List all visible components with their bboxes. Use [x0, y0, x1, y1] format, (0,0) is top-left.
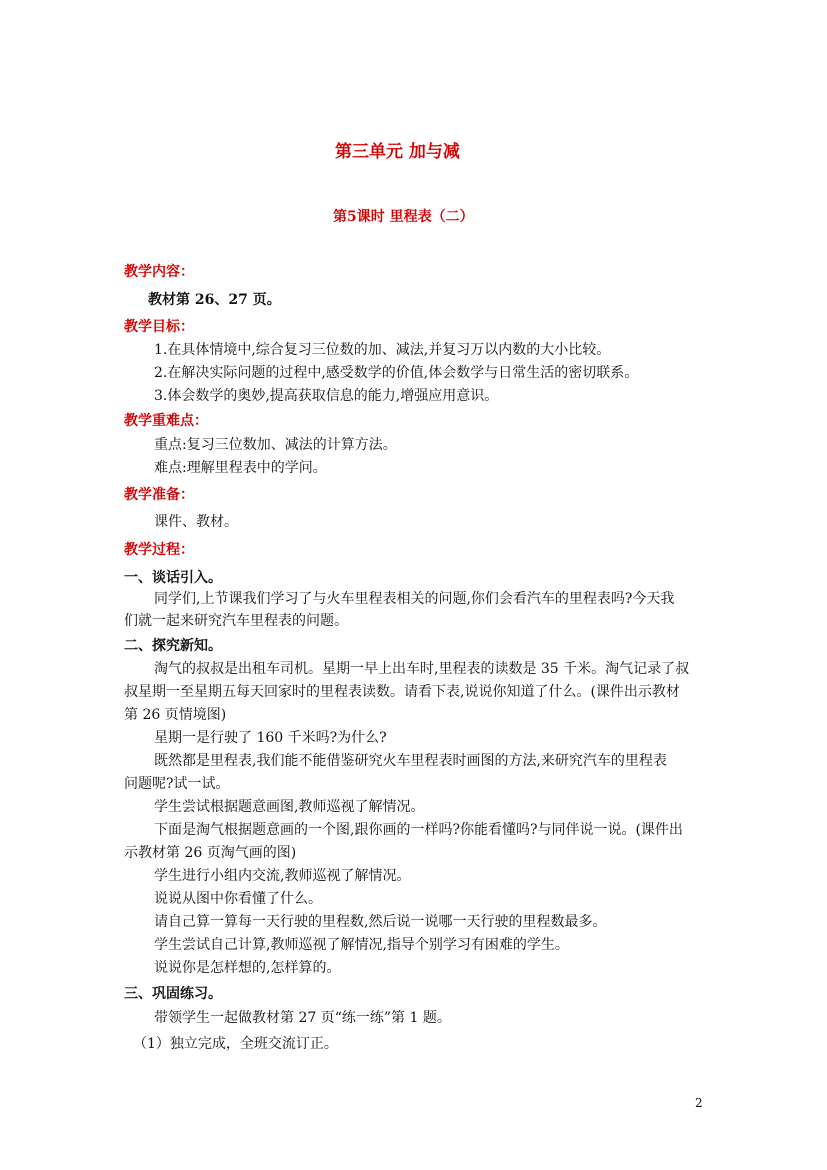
- part2-line: 学生尝试根据题意画图,教师巡视了解情况。: [154, 799, 425, 815]
- part2-line: 学生进行小组内交流,教师巡视了解情况。: [154, 868, 411, 884]
- goal-item: 3.体会数学的奥妙,提高获取信息的能力,增强应用意识。: [154, 388, 499, 404]
- part2-line: 说说你是怎样想的,怎样算的。: [154, 960, 341, 976]
- part1-heading: 一、谈话引入。: [124, 570, 222, 586]
- part2-heading: 二、探究新知。: [124, 638, 222, 654]
- part2-line: 请自己算一算每一天行驶的里程数,然后说一说哪一天行驶的里程数最多。: [154, 914, 607, 930]
- process-heading: 教学过程：: [124, 542, 194, 558]
- key-points-heading: 教学重难点：: [124, 413, 208, 429]
- part2-line: 淘气的叔叔是出租车司机。星期一早上出车时,里程表的读数是 35 千米。淘气记录了叔: [154, 661, 690, 677]
- page-number: 2: [695, 1096, 703, 1110]
- part2-line: 下面是淘气根据题意画的一个图,跟你画的一样吗?你能看懂吗?与同伴说一说。(课件出: [154, 822, 683, 838]
- part2-line: 问题呢?试一试。: [124, 776, 230, 792]
- goal-item: 1.在具体情境中,综合复习三位数的加、减法,并复习万以内数的大小比较。: [154, 342, 611, 358]
- part1-line: 同学们,上节课我们学习了与火车里程表相关的问题,你们会看汽车的里程表吗?今天我: [154, 591, 675, 607]
- part1-line: 们就一起来研究汽车里程表的问题。: [124, 613, 348, 629]
- part2-line: 学生尝试自己计算,教师巡视了解情况,指导个别学习有困难的学生。: [154, 937, 569, 953]
- lesson-title: 第5课时 里程表（二）: [333, 209, 474, 225]
- content-heading: 教学内容：: [124, 264, 194, 280]
- prep-heading: 教学准备：: [124, 487, 194, 503]
- part2-line: 叔星期一至星期五每天回家时的里程表读数。请看下表,说说你知道了什么。(课件出示教材: [124, 684, 680, 700]
- part3-line: （1）独立完成，全班交流订正。: [133, 1036, 338, 1052]
- unit-title: 第三单元 加与减: [335, 142, 460, 162]
- content-text: 教材第 26、27 页。: [148, 292, 281, 308]
- goal-item: 2.在解决实际问题的过程中,感受数学的价值,体会数学与日常生活的密切联系。: [154, 365, 639, 381]
- part2-line: 说说从图中你看懂了什么。: [154, 891, 322, 907]
- key-point-item: 难点:理解里程表中的学问。: [154, 460, 327, 476]
- key-point-item: 重点:复习三位数加、减法的计算方法。: [154, 437, 397, 453]
- part3-line: 带领学生一起做教材第 27 页“练一练”第 1 题。: [154, 1010, 451, 1026]
- part2-line: 第 26 页情境图): [124, 707, 227, 723]
- prep-text: 课件、教材。: [154, 514, 238, 530]
- part2-line: 示教材第 26 页淘气画的图): [124, 845, 297, 861]
- part2-line: 既然都是里程表,我们能不能借鉴研究火车里程表时画图的方法,来研究汽车的里程表: [154, 753, 667, 769]
- goals-heading: 教学目标：: [124, 319, 194, 335]
- part3-heading: 三、巩固练习。: [124, 986, 222, 1002]
- part2-line: 星期一是行驶了 160 千米吗?为什么?: [154, 730, 387, 746]
